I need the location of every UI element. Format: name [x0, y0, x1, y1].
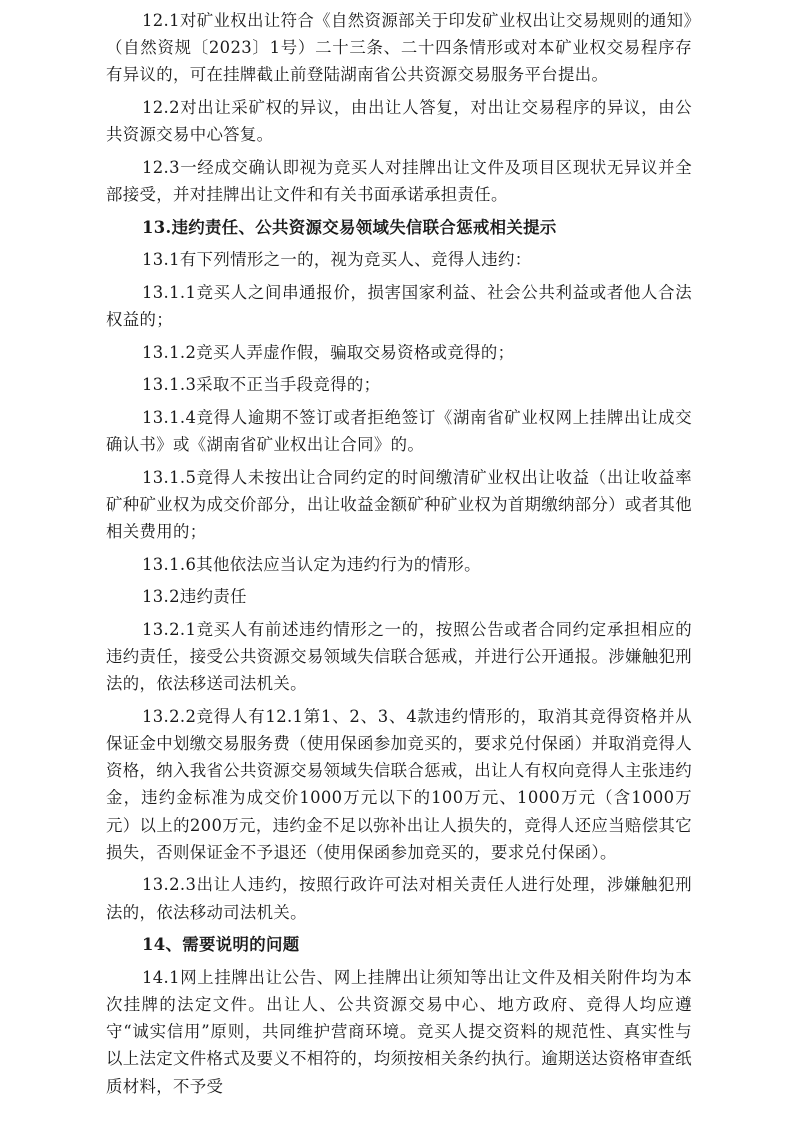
document-body [106, 7, 692, 1100]
paragraph-12-2: 12.2对出让采矿权的异议，由出让人答复，对出让交易程序的异议，由公共资源交易中心答复。 [106, 98, 692, 145]
paragraph-13-1-3: 13.1.3采取不正当手段竞得的； [142, 375, 381, 395]
paragraph-13-1-4: 13.1.4竞得人逾期不签订或者拒绝签订《湖南省矿业权网上挂牌出让成交确认书》或《湖南省矿业权出让合同》的。 [106, 407, 692, 454]
paragraph-13-2-3: 13.2.3出让人违约，按照行政许可法对相关责任人进行处理，涉嫌触犯刑法的，依法移动司法机关。 [106, 875, 692, 922]
paragraph-13-2: 13.2违约责任 [142, 587, 247, 607]
section-heading-13: 13.违约责任、公共资源交易领域失信联合惩戒相关提示 [142, 217, 557, 237]
paragraph-13-2-2: 13.2.2竞得人有12.1第1、2、3、4款违约情形的，取消其竞得资格并从保证金中划缴交易服务费（使用保函参加竞买的，要求兑付保函）并取消竞得人资格，纳入我省公共资源交易领域失信联合惩戒，出让人有权向竞得人主张违约金，违约金标准为成交价1000万元以下的100万元、1000万元（含1000万元）以上的200万元，违约金不足以弥补出让人损失的，竞得人还应当赔偿其它损失，否则保证金不予退还（使用保函参加竞买的，要求兑付保函）。 [106, 706, 692, 862]
paragraph-13-1-6: 13.1.6其他依法应当认定为违约行为的情形。 [142, 554, 481, 574]
paragraph-12-3: 12.3一经成交确认即视为竞买人对挂牌出让文件及项目区现状无异议并全部接受，并对挂牌出让文件和有关书面承诺承担责任。 [106, 157, 692, 204]
section-heading-14: 14、需要说明的问题 [142, 935, 300, 955]
paragraph-14-1: 14.1网上挂牌出让公告、网上挂牌出让须知等出让文件及相关附件均为本次挂牌的法定文件。出让人、公共资源交易中心、地方政府、竞得人均应遵守“诚实信用”原则，共同维护营商环境。竞买人提交资料的规范性、真实性与以上法定文件格式及要义不相符的，均须按相关条约执行。逾期送达资格审查纸质材料，不予受 [106, 967, 692, 1096]
paragraph-12-1: 12.1对矿业权出让符合《自然资源部关于印发矿业权出让交易规则的通知》（自然资规〔2023〕1号）二十三条、二十四条情形或对本矿业权交易程序存有异议的，可在挂牌截止前登陆湖南省公共资源交易服务平台提出。 [106, 11, 692, 85]
paragraph-13-1: 13.1有下列情形之一的，视为竞买人、竞得人违约： [142, 250, 532, 270]
paragraph-13-1-5: 13.1.5竞得人未按出让合同约定的时间缴清矿业权出让收益（出让收益率矿种矿业权为成交价部分，出让收益金额矿种矿业权为首期缴纳部分）或者其他相关费用的； [106, 467, 692, 541]
paragraph-13-2-1: 13.2.1竞买人有前述违约情形之一的，按照公告或者合同约定承担相应的违约责任，接受公共资源交易领域失信联合惩戒，并进行公开通报。涉嫌触犯刑法的，依法移送司法机关。 [106, 619, 692, 694]
paragraph-13-1-2: 13.1.2竞买人弄虚作假，骗取交易资格或竞得的； [142, 342, 515, 362]
paragraph-13-1-1: 13.1.1竞买人之间串通报价，损害国家利益、社会公共利益或者他人合法权益的； [106, 282, 692, 329]
